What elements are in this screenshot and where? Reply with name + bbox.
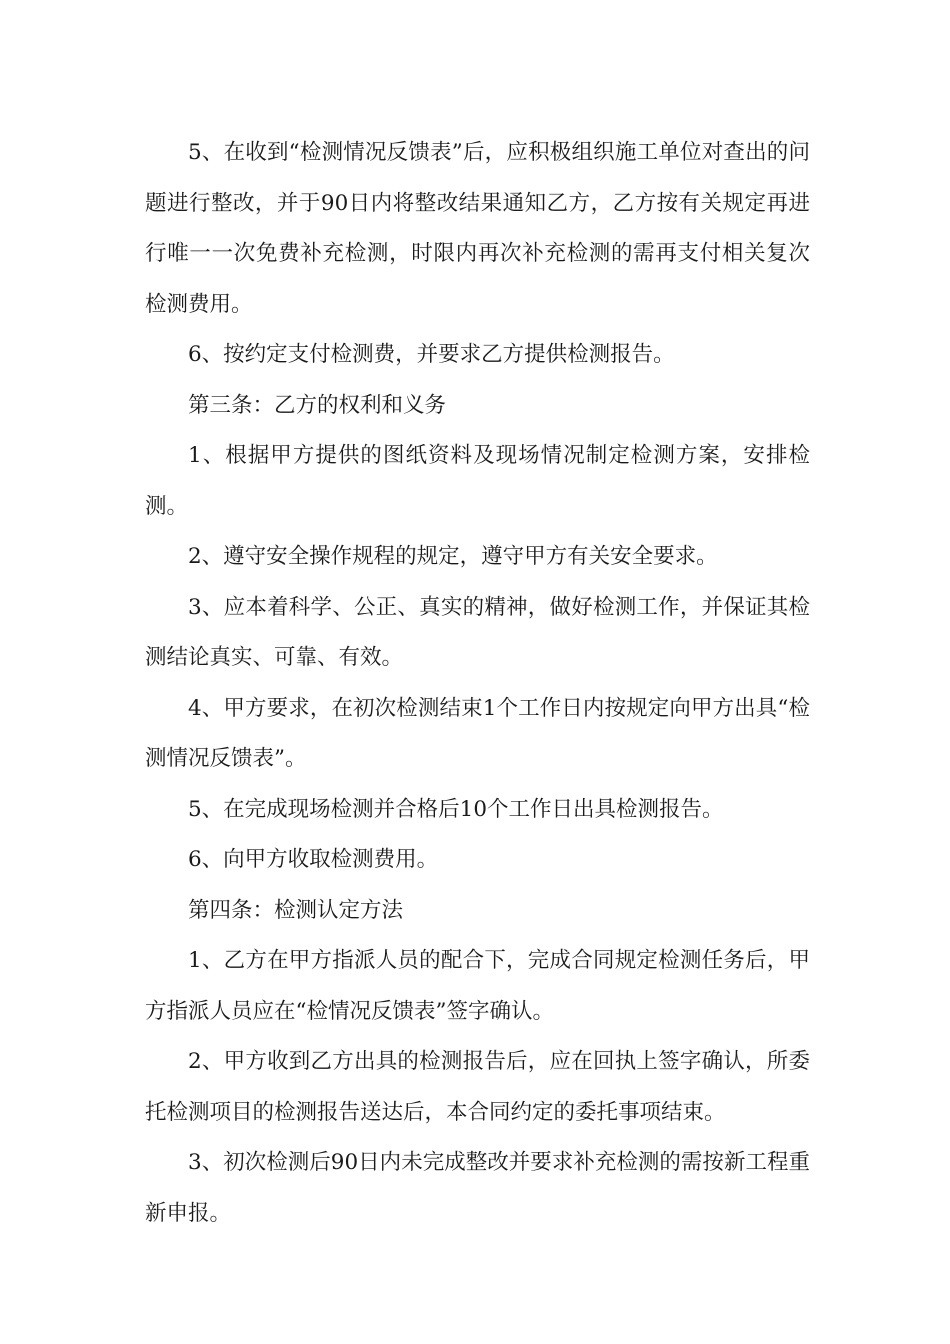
paragraph-clause-3-item-1: 1、根据甲方提供的图纸资料及现场情况制定检测方案，安排检测。	[145, 443, 810, 519]
paragraph-clause-2-item-6: 6、按约定支付检测费，并要求乙方提供检测报告。	[188, 342, 675, 367]
paragraph-clause-4-item-3: 3、初次检测后90日内未完成整改并要求补充检测的需按新工程重新申报。	[145, 1150, 810, 1226]
paragraph-clause-3-item-6: 6、向甲方收取检测费用。	[188, 847, 439, 872]
paragraph-clause-3-item-3: 3、应本着科学、公正、真实的精神，做好检测工作，并保证其检测结论真实、可靠、有效。	[145, 594, 810, 670]
document-body	[145, 128, 810, 1239]
paragraph-clause-3-item-5: 5、在完成现场检测并合格后10个工作日出具检测报告。	[188, 796, 724, 822]
section-heading-article-4: 第四条：检测认定方法	[188, 897, 404, 923]
paragraph-clause-3-item-4: 4、甲方要求，在初次检测结束1个工作日内按规定向甲方出具“检测情况反馈表”。	[145, 695, 810, 771]
paragraph-clause-4-item-2: 2、甲方收到乙方出具的检测报告后，应在回执上签字确认，所委托检测项目的检测报告送达后，本合同约定的委托事项结束。	[145, 1049, 810, 1125]
paragraph-clause-3-item-2: 2、遵守安全操作规程的规定，遵守甲方有关安全要求。	[188, 544, 718, 569]
section-heading-article-3: 第三条：乙方的权利和义务	[188, 392, 447, 418]
paragraph-clause-4-item-1: 1、乙方在甲方指派人员的配合下，完成合同规定检测任务后，甲方指派人员应在“检情况反馈表”签字确认。	[145, 948, 810, 1024]
paragraph-clause-2-item-5: 5、在收到“检测情况反馈表”后，应积极组织施工单位对查出的问题进行整改，并于90日内将整改结果通知乙方，乙方按有关规定再进行唯一一次免费补充检测，时限内再次补充检测的需再支付相关复次检测费用。	[145, 140, 810, 317]
